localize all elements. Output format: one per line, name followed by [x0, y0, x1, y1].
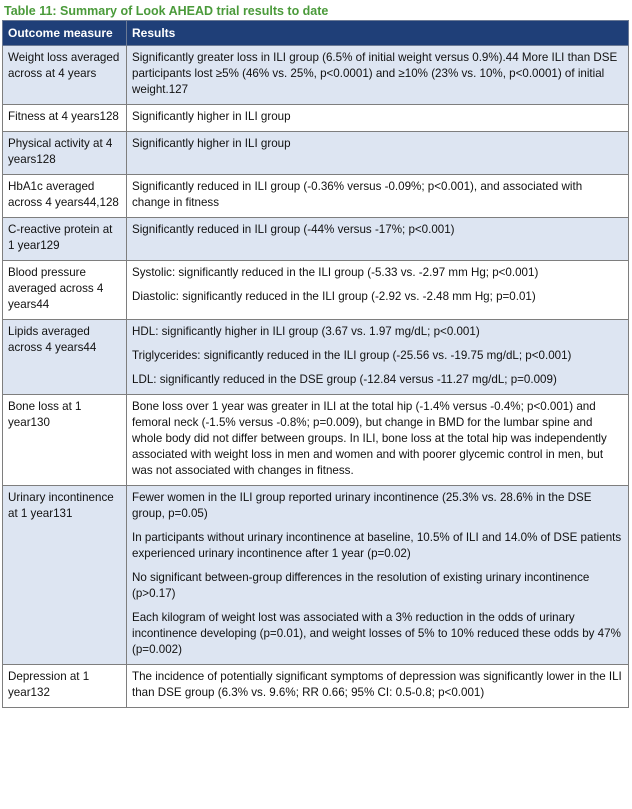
- result-text: No significant between-group differences in the resolution of existing urinary incontinence (p>0.17): [132, 571, 590, 600]
- outcome-text: HbA1c averaged across 4 years44,128: [8, 180, 119, 209]
- outcome-text: Blood pressure averaged across 4 years44: [8, 266, 104, 311]
- results-cell: [127, 261, 629, 320]
- result-text: LDL: significantly reduced in the DSE group (-12.84 versus -11.27 mg/dL; p=0.009): [132, 373, 557, 386]
- outcome-cell: [3, 105, 127, 132]
- outcome-cell: [3, 218, 127, 261]
- result-text: Significantly higher in ILI group: [132, 110, 291, 123]
- outcome-cell: [3, 320, 127, 395]
- outcome-text: Bone loss at 1 year130: [8, 400, 82, 429]
- table-row: [3, 218, 629, 261]
- result-text: Significantly higher in ILI group: [132, 137, 291, 150]
- outcome-text: Depression at 1 year132: [8, 670, 90, 699]
- table-row: [3, 395, 629, 486]
- table-row: [3, 46, 629, 105]
- outcome-cell: [3, 175, 127, 218]
- results-cell: [127, 46, 629, 105]
- outcome-cell: [3, 665, 127, 708]
- header-results: Results: [127, 21, 629, 46]
- results-cell: [127, 175, 629, 218]
- table-row: [3, 105, 629, 132]
- table-row: [3, 175, 629, 218]
- table-row: [3, 132, 629, 175]
- outcome-text: Weight loss averaged across at 4 years: [8, 51, 120, 80]
- result-text: Significantly greater loss in ILI group (6.5% of initial weight versus 0.9%).44 More ILI than DSE participants lost ≥5% (46% vs. 25%, p<0.0001) and ≥10% (23% vs. 10%, p<0.0001) of initial weight.127: [132, 51, 618, 96]
- outcome-text: Lipids averaged across 4 years44: [8, 325, 97, 354]
- result-text: Each kilogram of weight lost was associated with a 3% reduction in the odds of urinary incontinence developing (p=0.01), and weight losses of 5% to 10% reduced these odds by 47% (p=0.002): [132, 611, 621, 656]
- results-cell: [127, 105, 629, 132]
- results-cell: [127, 395, 629, 486]
- results-cell: [127, 486, 629, 665]
- outcome-cell: [3, 132, 127, 175]
- result-text: Systolic: significantly reduced in the ILI group (-5.33 vs. -2.97 mm Hg; p<0.001): [132, 266, 539, 279]
- result-text: Triglycerides: significantly reduced in the ILI group (-25.56 vs. -19.75 mg/dL; p<0.001): [132, 349, 572, 362]
- table-row: [3, 320, 629, 395]
- outcome-cell: [3, 46, 127, 105]
- result-text: Significantly reduced in ILI group (-44% versus -17%; p<0.001): [132, 223, 455, 236]
- result-text: Diastolic: significantly reduced in the ILI group (-2.92 vs. -2.48 mm Hg; p=0.01): [132, 290, 536, 303]
- table-row: [3, 486, 629, 665]
- results-cell: [127, 320, 629, 395]
- table-body: [3, 46, 629, 708]
- outcome-cell: [3, 486, 127, 665]
- result-text: Bone loss over 1 year was greater in ILI at the total hip (-1.4% versus -0.4%; p<0.001) and femoral neck (-1.5% versus -0.8%; p=0.009), but change in BMD for the lumbar spine and whole body did not differ between groups. In ILI, bone loss at the total hip was independently associated with weight loss in men and women and with poorer glycemic control in men, but was not associated with changes in fitness.: [132, 400, 607, 477]
- results-table: [2, 20, 629, 708]
- header-row: [3, 21, 629, 46]
- header-outcome: Outcome measure: [3, 21, 127, 46]
- outcome-cell: [3, 261, 127, 320]
- outcome-text: Urinary incontinence at 1 year131: [8, 491, 114, 520]
- result-text: In participants without urinary incontinence at baseline, 10.5% of ILI and 14.0% of DSE patients experienced urinary incontinence after 1 year (p=0.02): [132, 531, 622, 560]
- outcome-cell: [3, 395, 127, 486]
- outcome-text: C-reactive protein at 1 year129: [8, 223, 113, 252]
- results-cell: [127, 218, 629, 261]
- results-cell: [127, 665, 629, 708]
- results-cell: [127, 132, 629, 175]
- table-row: [3, 665, 629, 708]
- outcome-text: Physical activity at 4 years128: [8, 137, 113, 166]
- result-text: The incidence of potentially significant symptoms of depression was significantly lower in the ILI than DSE group (6.3% vs. 9.6%; RR 0.66; 95% CI: 0.5-0.8; p<0.001): [132, 670, 622, 699]
- table-caption: Table 11: Summary of Look AHEAD trial results to date: [4, 4, 329, 18]
- result-text: Fewer women in the ILI group reported urinary incontinence (25.3% vs. 28.6% in the DSE group, p=0.05): [132, 491, 592, 520]
- result-text: HDL: significantly higher in ILI group (3.67 vs. 1.97 mg/dL; p<0.001): [132, 325, 480, 338]
- result-text: Significantly reduced in ILI group (-0.36% versus -0.09%; p<0.001), and associated with change in fitness: [132, 180, 583, 209]
- outcome-text: Fitness at 4 years128: [8, 110, 119, 123]
- table-row: [3, 261, 629, 320]
